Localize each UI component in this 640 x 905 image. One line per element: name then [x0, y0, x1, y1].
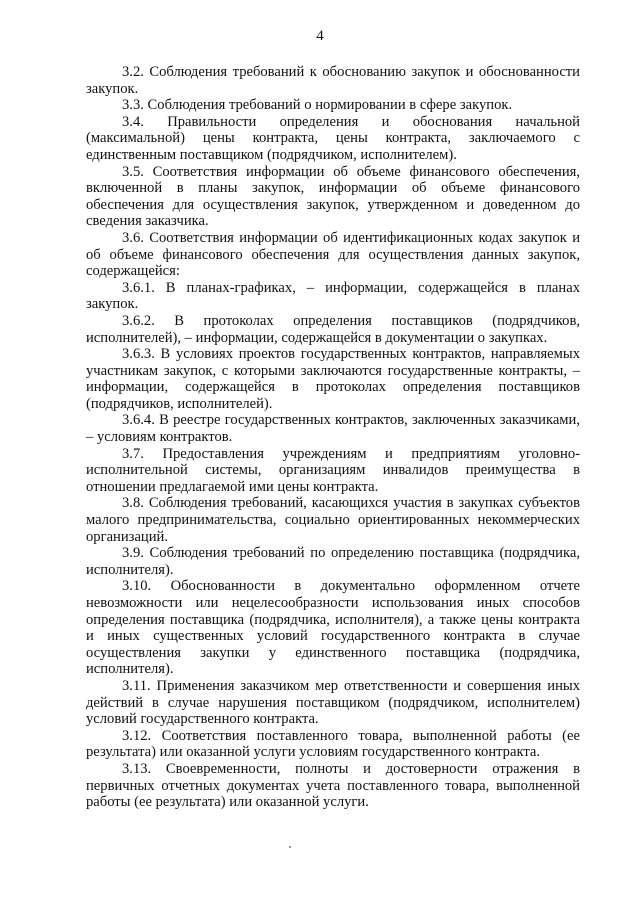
- paragraph-3-9: 3.9. Соблюдения требований по определению поставщика (подрядчика, исполнителя).: [86, 545, 580, 578]
- paragraph-3-10: 3.10. Обоснованности в документально оформленном отчете невозможности или нецелесообразности использования иных способов определения поставщика (подрядчика, исполнителя), а также цены контракта и иных существенных условий государственного контракта в случае осуществления закупки у единственного поставщика (подрядчика, исполнителя).: [86, 578, 580, 678]
- paragraph-3-6-1: 3.6.1. В планах-графиках, – информации, содержащейся в планах закупок.: [86, 279, 580, 313]
- paragraph-3-6-3: 3.6.3. В условиях проектов государственных контрактов, направляемых участникам закупок, с которыми заключаются государственные контракты, – информации, содержащейся в протоколах определения поставщиков (подрядчиков, исполнителей).: [86, 346, 580, 412]
- page-number: 4: [316, 28, 324, 44]
- paragraph-3-12: 3.12. Соответствия поставленного товара, выполненной работы (ее результата) или оказанной услуги условиям государственного контракта.: [86, 727, 580, 761]
- scan-artifact-dot: [289, 846, 291, 848]
- document-body: [86, 64, 580, 811]
- paragraph-3-3: 3.3. Соблюдения требований о нормировании в сфере закупок.: [122, 97, 513, 114]
- paragraph-3-13: 3.13. Своевременности, полноты и достоверности отражения в первичных отчетных документах учета поставленного товара, выполненной работы (ее результата) или оказанной услуги.: [86, 760, 580, 811]
- paragraph-3-5: 3.5. Соответствия информации об объеме финансового обеспечения, включенной в планы закупок, информации об объеме финансового обеспечения для осуществления закупок, утвержденном и доведенном до сведения заказчика.: [86, 163, 580, 230]
- paragraph-3-8: 3.8. Соблюдения требований, касающихся участия в закупках субъектов малого предпринимательства, социально ориентированных некоммерческих организаций.: [86, 495, 580, 545]
- paragraph-3-6: 3.6. Соответствия информации об идентификационных кодах закупок и об объеме финансового обеспечения для осуществления данных закупок, содержащейся:: [86, 229, 580, 280]
- paragraph-3-6-2: 3.6.2. В протоколах определения поставщиков (подрядчиков, исполнителей), – информации, содержащейся в документации о закупках.: [86, 312, 580, 346]
- paragraph-3-11: 3.11. Применения заказчиком мер ответственности и совершения иных действий в случае нарушения поставщиком (подрядчиком, исполнителем) условий государственного контракта.: [86, 677, 580, 728]
- paragraph-3-6-4: 3.6.4. В реестре государственных контрактов, заключенных заказчиками, – условиям контрактов.: [86, 412, 580, 446]
- paragraph-3-2: 3.2. Соблюдения требований к обоснованию закупок и обоснованности закупок.: [86, 64, 580, 97]
- paragraph-3-7: 3.7. Предоставления учреждениям и предприятиям уголовно-исполнительной системы, организациям инвалидов преимущества в отношении предлагаемой ими цены контракта.: [86, 445, 580, 495]
- paragraph-3-4: 3.4. Правильности определения и обоснования начальной (максимальной) цены контракта, цены контракта, заключаемого с единственным поставщиком (подрядчиком, исполнителем).: [86, 113, 580, 163]
